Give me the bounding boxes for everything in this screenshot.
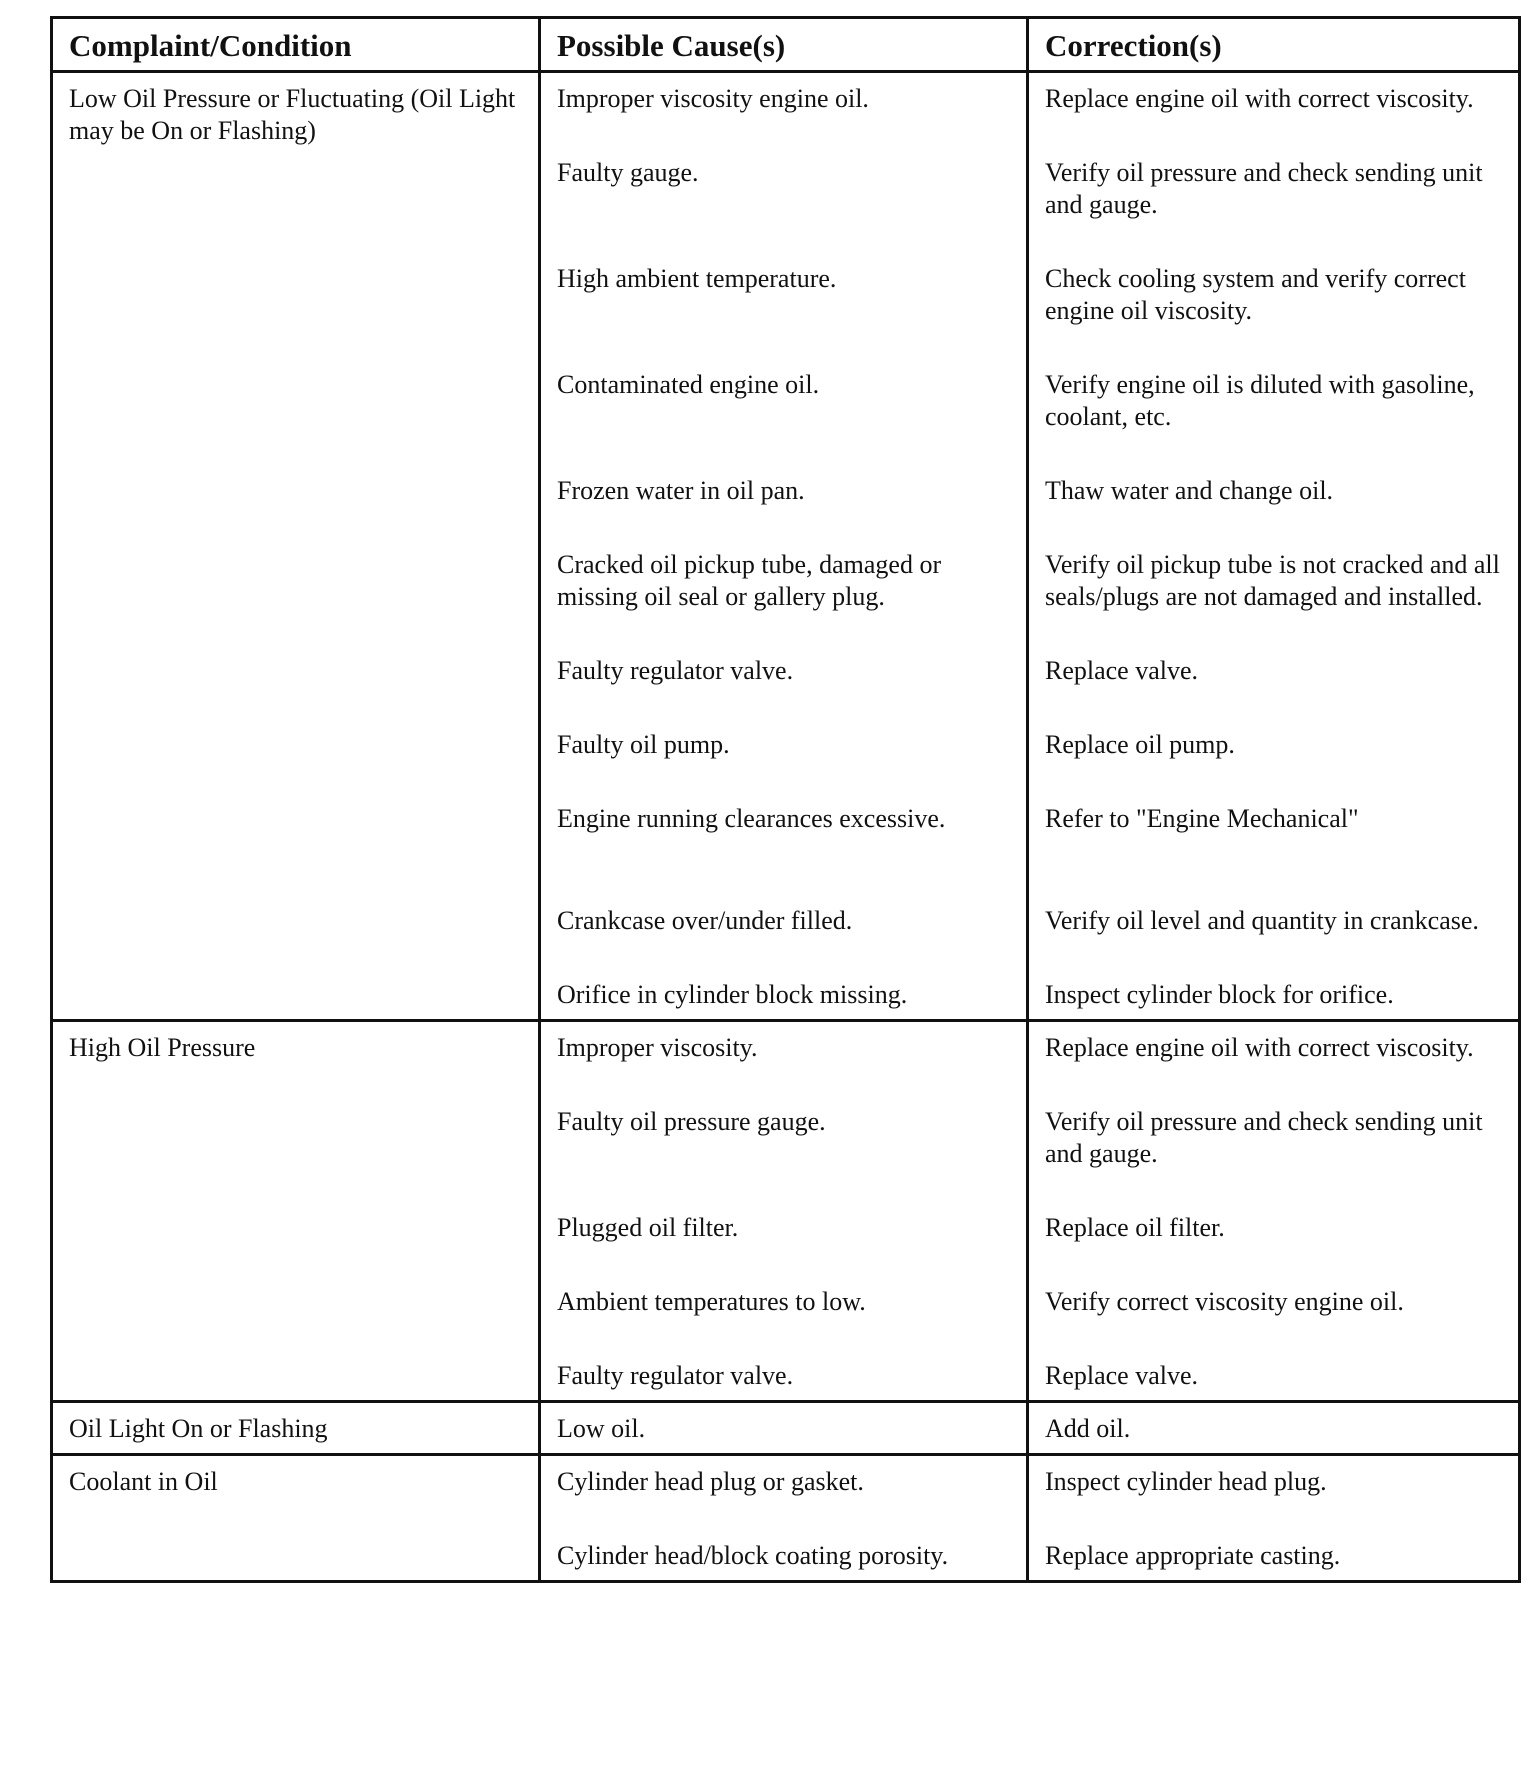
cause-cell — [540, 1350, 1028, 1402]
correction-text: Check cooling system and verify correct engine oil viscosity. — [1045, 264, 1466, 325]
cause-cell — [540, 1276, 1028, 1350]
table-body — [52, 72, 1520, 1582]
cause-cell — [540, 72, 1028, 148]
cause-text: Cracked oil pickup tube, damaged or missing oil seal or gallery plug. — [557, 550, 942, 611]
correction-cell — [1028, 793, 1520, 895]
complaint-cell — [52, 1402, 540, 1455]
cause-text: Orifice in cylinder block missing. — [557, 980, 908, 1009]
header-row — [52, 18, 1520, 72]
cause-cell — [540, 1455, 1028, 1531]
correction-cell — [1028, 1530, 1520, 1582]
diagnosis-table — [50, 16, 1521, 1583]
correction-cell — [1028, 1350, 1520, 1402]
correction-text: Verify oil pickup tube is not cracked and all seals/plugs are not damaged and installed. — [1045, 550, 1500, 611]
correction-text: Replace oil filter. — [1045, 1213, 1225, 1242]
correction-cell — [1028, 72, 1520, 148]
complaint-cell — [52, 72, 540, 1021]
correction-cell — [1028, 895, 1520, 969]
header-cause: Possible Cause(s) — [540, 18, 1028, 72]
cause-text: Improper viscosity. — [557, 1033, 758, 1062]
complaint-cell — [52, 1021, 540, 1402]
correction-text: Verify oil pressure and check sending unit and gauge. — [1045, 158, 1483, 219]
correction-cell — [1028, 539, 1520, 645]
correction-text: Inspect cylinder head plug. — [1045, 1467, 1327, 1496]
cause-text: Faulty gauge. — [557, 158, 699, 187]
correction-text: Replace valve. — [1045, 1361, 1199, 1390]
correction-text: Thaw water and change oil. — [1045, 476, 1334, 505]
complaint-text: High Oil Pressure — [69, 1033, 256, 1062]
correction-cell — [1028, 359, 1520, 465]
correction-text: Replace valve. — [1045, 656, 1199, 685]
cause-text: Frozen water in oil pan. — [557, 476, 805, 505]
correction-text: Inspect cylinder block for orifice. — [1045, 980, 1394, 1009]
table-row — [52, 1402, 1520, 1455]
table-row — [52, 1021, 1520, 1097]
correction-cell — [1028, 1276, 1520, 1350]
correction-text: Add oil. — [1045, 1414, 1131, 1443]
correction-cell — [1028, 465, 1520, 539]
correction-cell — [1028, 645, 1520, 719]
cause-text: Faulty oil pump. — [557, 730, 730, 759]
complaint-text: Oil Light On or Flashing — [69, 1414, 328, 1443]
cause-text: Improper viscosity engine oil. — [557, 84, 869, 113]
correction-cell — [1028, 1402, 1520, 1455]
cause-cell — [540, 1096, 1028, 1202]
cause-cell — [540, 253, 1028, 359]
cause-cell — [540, 539, 1028, 645]
correction-cell — [1028, 719, 1520, 793]
cause-text: Ambient temperatures to low. — [557, 1287, 866, 1316]
correction-cell — [1028, 253, 1520, 359]
correction-text: Verify engine oil is diluted with gasoline, coolant, etc. — [1045, 370, 1475, 431]
correction-cell — [1028, 969, 1520, 1021]
table-row — [52, 1455, 1520, 1531]
cause-cell — [540, 895, 1028, 969]
cause-text: Cylinder head plug or gasket. — [557, 1467, 864, 1496]
cause-cell — [540, 645, 1028, 719]
cause-cell — [540, 1021, 1028, 1097]
correction-text: Replace oil pump. — [1045, 730, 1235, 759]
cause-cell — [540, 1402, 1028, 1455]
correction-text: Verify correct viscosity engine oil. — [1045, 1287, 1404, 1316]
complaint-text: Low Oil Pressure or Fluctuating (Oil Light may be On or Flashing) — [69, 84, 516, 145]
correction-text: Verify oil level and quantity in crankcase. — [1045, 906, 1479, 935]
cause-cell — [540, 465, 1028, 539]
correction-cell — [1028, 1202, 1520, 1276]
cause-text: High ambient temperature. — [557, 264, 837, 293]
cause-text: Faulty regulator valve. — [557, 656, 794, 685]
cause-cell — [540, 793, 1028, 895]
cause-text: Cylinder head/block coating porosity. — [557, 1541, 949, 1570]
cause-text: Plugged oil filter. — [557, 1213, 739, 1242]
complaint-text: Coolant in Oil — [69, 1467, 218, 1496]
cause-text: Crankcase over/under filled. — [557, 906, 853, 935]
table-header — [52, 18, 1520, 72]
correction-cell — [1028, 147, 1520, 253]
correction-text: Verify oil pressure and check sending unit and gauge. — [1045, 1107, 1483, 1168]
cause-cell — [540, 1530, 1028, 1582]
table-row — [52, 72, 1520, 148]
correction-cell — [1028, 1021, 1520, 1097]
cause-cell — [540, 969, 1028, 1021]
cause-cell — [540, 359, 1028, 465]
header-complaint: Complaint/Condition — [52, 18, 540, 72]
correction-text: Replace engine oil with correct viscosity. — [1045, 1033, 1474, 1062]
correction-text: Refer to "Engine Mechanical" — [1045, 804, 1359, 833]
cause-text: Faulty oil pressure gauge. — [557, 1107, 826, 1136]
correction-text: Replace appropriate casting. — [1045, 1541, 1341, 1570]
cause-cell — [540, 719, 1028, 793]
cause-cell — [540, 1202, 1028, 1276]
correction-cell — [1028, 1455, 1520, 1531]
cause-text: Low oil. — [557, 1414, 646, 1443]
cause-text: Engine running clearances excessive. — [557, 804, 946, 833]
cause-text: Faulty regulator valve. — [557, 1361, 794, 1390]
complaint-cell — [52, 1455, 540, 1582]
correction-cell — [1028, 1096, 1520, 1202]
cause-text: Contaminated engine oil. — [557, 370, 820, 399]
cause-cell — [540, 147, 1028, 253]
header-correction: Correction(s) — [1028, 18, 1520, 72]
correction-text: Replace engine oil with correct viscosity. — [1045, 84, 1474, 113]
